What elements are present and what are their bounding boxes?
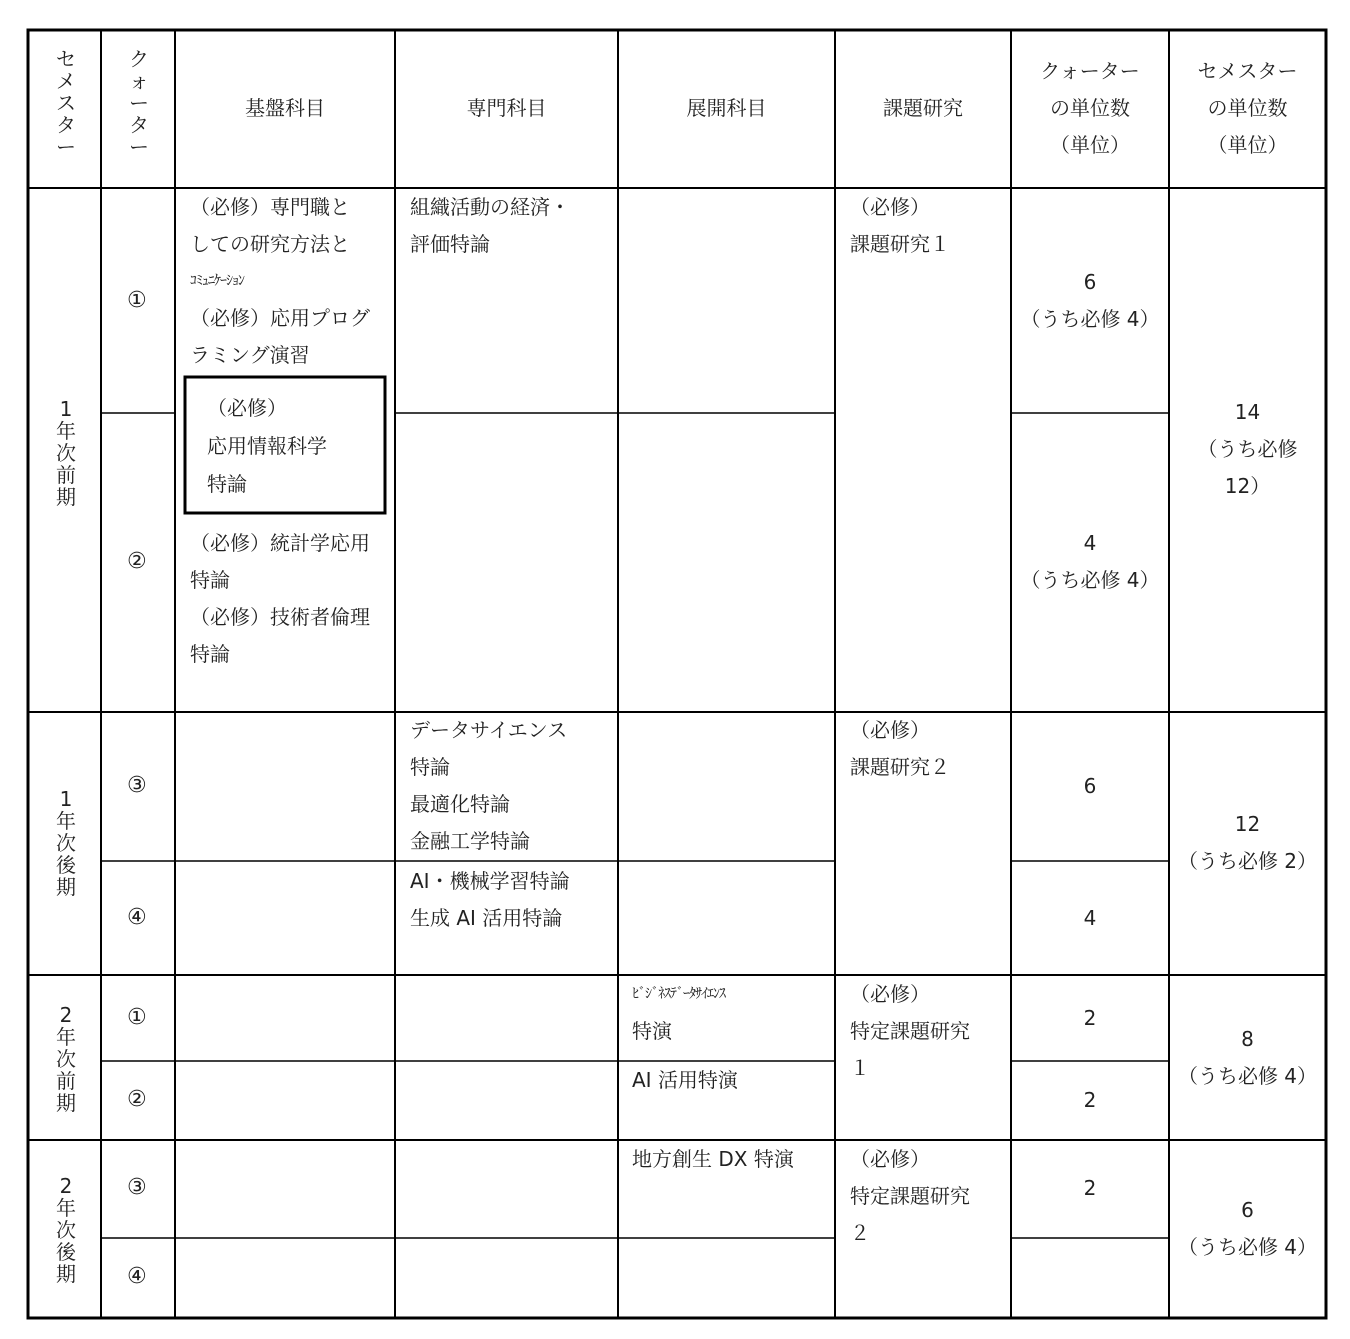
course-statistics-ethics: （必修）統計学応用 特論 （必修）技術者倫理 特論 [190,531,370,666]
course-special-kadai-2: （必修） 特定課題研究 ２ [850,1147,970,1245]
course-research-method: （必修）専門職と しての研究方法と [190,195,350,256]
header-quarter: ク ォ ー タ ー [129,47,149,159]
semester-label-2: 1 年 次 後 期 [56,787,76,899]
semester-label-1: 1 年 次 前 期 [56,397,76,509]
course-business-ds-label: ﾋﾞｼﾞﾈｽﾃﾞｰﾀｻｲｴﾝｽ [632,986,725,1002]
course-applied-info-science: （必修） 応用情報科学 特論 [207,396,327,496]
header-senmon: 専門科目 [466,96,547,120]
course-kadai-2: （必修） 課題研究２ [850,718,950,779]
semester-credits-y2f: 6 （うち必修 4） [1177,1198,1318,1259]
course-ai-application: AI 活用特演 [632,1068,738,1092]
quarter-mark: ② [127,549,147,574]
course-data-science: データサイエンス 特論 最適化特論 金融工学特論 [410,718,568,853]
header-kiban: 基盤科目 [245,96,325,120]
quarter-credits-y2f-q3: 2 [1083,1176,1097,1200]
course-applied-programming: （必修）応用プログ ラミング演習 [190,306,370,367]
semester-label-3: 2 年 次 前 期 [56,1003,76,1115]
quarter-mark: ④ [127,905,147,930]
course-communication-label: ｺﾐｭﾆｹｰｼｮﾝ [190,273,244,289]
semester-credits-y1f: 12 （うち必修 2） [1177,812,1318,873]
quarter-credits-y2s-q1: 2 [1083,1006,1097,1030]
header-kadai: 課題研究 [883,96,963,120]
course-special-kadai-1: （必修） 特定課題研究 １ [850,982,970,1080]
course-business-ds: 特演 [632,1019,672,1043]
header-quarter-credits: クォーター の単位数 （単位） [1040,59,1140,157]
header-semester-credits: セメスター の単位数 （単位） [1197,59,1298,157]
quarter-credits-y1f-q3: 6 [1083,774,1097,798]
course-regional-dx: 地方創生 DX 特演 [632,1147,794,1171]
quarter-credits-y2s-q2: 2 [1083,1088,1097,1112]
course-ai-ml: AI・機械学習特論 生成 AI 活用特論 [410,869,570,930]
quarter-mark: ① [127,288,147,313]
semester-label-4: 2 年 次 後 期 [56,1174,76,1286]
quarter-mark: ② [127,1087,147,1112]
header-semester: セ メ ス タ ー [56,47,76,159]
quarter-credits-y1s-q1: 6 （うち必修 4） [1020,270,1160,331]
quarter-mark: ① [127,1005,147,1030]
quarter-mark: ③ [127,1175,147,1200]
course-org-economics: 組織活動の経済・ 評価特論 [410,195,570,256]
semester-credits-y1s: 14 （うち必修 12） [1197,400,1298,498]
header-tenkai: 展開科目 [686,96,767,120]
semester-credits-y2s: 8 （うち必修 4） [1177,1027,1318,1088]
quarter-credits-y1s-q2: 4 （うち必修 4） [1020,531,1160,592]
course-kadai-1: （必修） 課題研究１ [850,195,950,256]
quarter-mark: ③ [127,773,147,798]
quarter-mark: ④ [127,1264,147,1289]
quarter-credits-y1f-q4: 4 [1083,906,1097,930]
